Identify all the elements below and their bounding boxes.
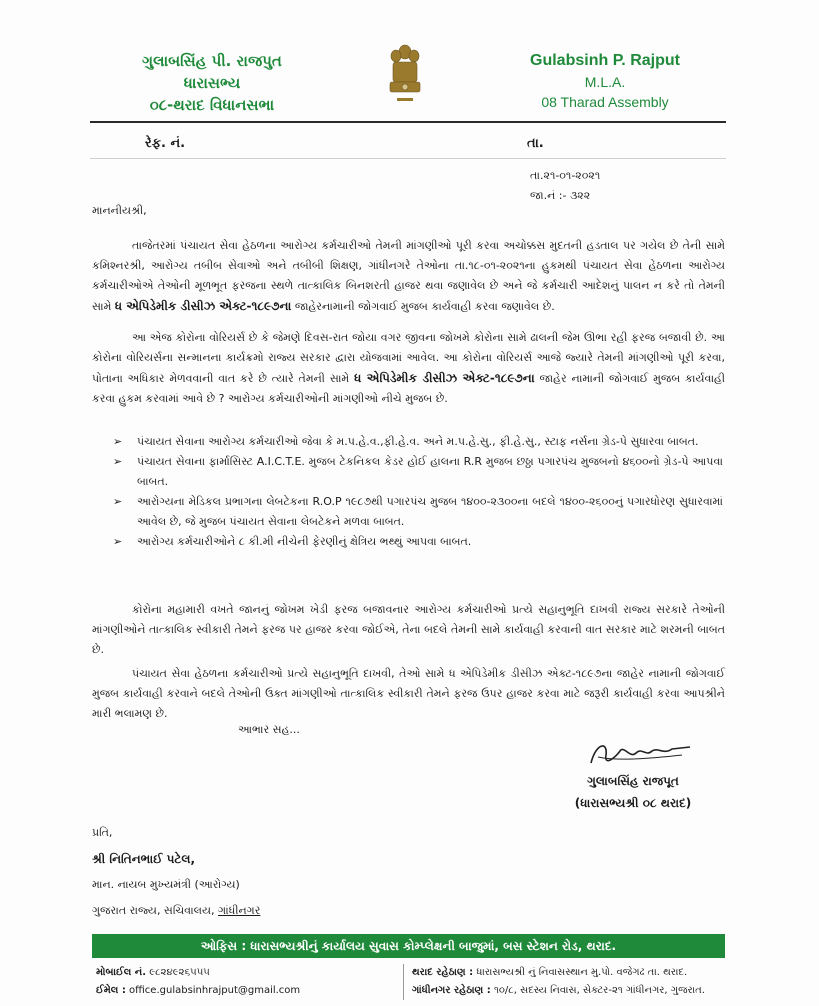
demands-list — [113, 432, 723, 552]
arrow-bullet-icon: ➢ — [113, 435, 123, 448]
paragraph-1-end: જાહેરનામાની જોગવાઈ મુજબ કાર્યવાહી કરવા જણાવેલ છે. — [291, 300, 555, 313]
header-right-block — [505, 50, 705, 112]
paragraph-2-text: આ એજ કોરોના વોરિયર્સ છે કે જેમણે દિવસ-રાત જોયા વગર જીવના જોખમે કોરોના સામે ઢાલની જેમ ઊભા રહી ફરજ બજાવી છે. આ કોરોના વોરિયર્સના સન્માનના કાર્યક્રમો રાજ્ય સરકાર દ્વારા યોજવામાં આવેલ. આ કોરોના વોરિયર્સ આજે જ્યારે તેમની માંગણીઓ પૂરી કરવા, પોતાના અધિકાર મેળવવાની વાત કરે છે ત્યારે તેમની સામે — [92, 331, 725, 385]
paragraph-4: પંચાયત સેવા હેઠળના કર્મચારીઓ પ્રત્યે સહાનુભૂતિ દાખવી, તેઓ સામે ધ એપિડેમીક ડીસીઝ એક્ટ-૧૮૯૭ના જાહેર નામાની જોગવાઈ મુજબ કાર્યવાહી કરવાને બદલે તેઓની ઉક્ત માંગણીઓ તાત્કાલિક સ્વીકારી તેમને ફરજ ઉપર હાજર કરવા માટે જરૂરી કાર્યવાહી કરવા આપશ્રીને મારી ભલામણ છે. — [92, 667, 725, 720]
reference-label: રેફ. નં. — [145, 136, 186, 151]
mobile-value: ૯૮૨૪૯૨૬૫૫૫ — [149, 967, 210, 978]
paragraph-2-end: જાહેર નામાની જોગવાઈ મુજબ કાર્યવાહી કરવા હુકમ કરવામાં આવે છે ? આરોગ્ય કર્મચારીઓની માંગણીઓ નીચે મુજબ છે. — [92, 372, 726, 405]
email-value: office.gulabsinhrajput@gmail.com — [129, 985, 301, 996]
recipient-block — [92, 820, 260, 924]
state-emblem-icon — [385, 40, 425, 116]
header-right-name: Gulabsinh P. Rajput — [530, 52, 680, 69]
arrow-bullet-icon: ➢ — [113, 495, 123, 508]
footer-contact — [96, 964, 300, 1000]
arrow-bullet-icon: ➢ — [113, 535, 123, 548]
header-left-assembly: ૦૮-થરાદ વિધાનસભા — [149, 96, 275, 114]
header-divider — [90, 121, 726, 123]
footer-divider — [403, 964, 404, 1000]
signature-icon — [586, 735, 696, 775]
signatory-name: ગુલાબસિંહ રાજપૂત — [587, 774, 679, 788]
recipient-designation: માન. નાયબ મુખ્યમંત્રી (આરોગ્ય) — [92, 878, 240, 891]
list-item: ➢ આરોગ્ય કર્મચારીઓને ૮ કી.મી નીચેની ફેરણીનું ક્ષેત્રિય ભથ્થું આપવા બાબત. — [113, 532, 723, 552]
signatory-role: (ધારાસભ્યશ્રી ૦૮ થરાદ) — [574, 796, 692, 810]
header-right-role: M.L.A. — [584, 74, 626, 90]
paragraph-1-bold: ધ એપિડેમીક ડીસીઝ એક્ટ-૧૮૯૭ના — [114, 299, 292, 313]
gandhinagar-residence-label: ગાંધીનગર રહેઠાણ : — [412, 985, 491, 996]
paragraph-3: કોરોના મહામારી વખતે જાનનું જોખમ ખેડી ફરજ બજાવનાર આરોગ્ય કર્મચારીઓ પ્રત્યે સહાનુભૂતિ દાખવી રાજ્ય સરકારે તેઓની માંગણીઓને તાત્કાલિક સ્વીકારી તેમને ફરજ પર હાજર કરવા જોઈએ, તેના બદલે તેમની સામે કાર્યવાહી કરવાની વાત સરકાર માટે શરમની બાબત છે. — [92, 603, 725, 656]
letter-date: તા.૨૧-૦૧-૨૦૨૧ — [530, 169, 601, 182]
recipient-name: શ્રી નિતિનભાઈ પટેલ, — [92, 852, 196, 866]
header-left-role: ધારાસભ્ય — [183, 74, 241, 92]
gandhinagar-residence-value: ૧૦/૮, સદસ્ય નિવાસ, સેક્ટર-૨૧ ગાંધીનગર, ગુજરાત. — [493, 985, 705, 996]
list-item: ➢ પંચાયત સેવાના ફાર્માસિસ્ટ A.I.C.T.E. મુજબ ટેકનિકલ કેડર હોઈ હાલના R.R મુજબ છઠ્ઠા પગારપંચ મુજબનો ૪૬૦૦નો ગ્રેડ-પે આપવા બાબત. — [113, 452, 723, 492]
list-item: ➢ આરોગ્યના મેડિકલ પ્રભાગના લેબટેકના R.O.P ૧૯૮૭થી પગારપંચ મુજબ ૧૪૦૦-૨૩૦૦ના બદલે ૧૪૦૦-૨૬૦૦નું પગારધોરણ સુધારવામાં આવેલ છે, જે મુજબ પંચાયત સેવાના લેબટેકને મળવા બાબત. — [113, 492, 723, 532]
recipient-city: ગાંધીનગર — [218, 904, 261, 917]
footer-residence — [412, 964, 705, 1000]
paragraph-1-text: તાજેતરમાં પંચાયત સેવા હેઠળના આરોગ્ય કર્મચારીઓ તેમની માંગણીઓ પૂરી કરવા અચોક્કસ મુદતની હડતાલ પર ગયેલ છે તેની સામે કમિશ્નરશ્રી, આરોગ્ય તબીબ સેવાઓ અને તબીબી શિક્ષણ, ગાંધીનગરે તેઓના તા.૧૮-૦૧-૨૦૨૧ના હુકમથી પંચાયત સેવા હેઠળના આરોગ્ય કર્મચારીઓએ તેઓની મૂળભૂત ફરજના સ્થળે તાત્કાલિક બિનશરતી હાજર થવા જણાવેલ છે અને જે કર્મચારી આદેશનું પાલન ન કરે તો તેમની સામે — [92, 239, 725, 313]
footer-office-bar: ઓફિસ : ધારાસભ્યશ્રીનું કાર્યાલય સુવાસ કોમ્પ્લેક્ષની બાજુમાં, બસ સ્ટેશન રોડ, થરાદ. — [92, 934, 725, 958]
mobile-label: મોબાઈલ નં. — [96, 967, 147, 978]
header-left-block — [112, 50, 312, 116]
recipient-prati: પ્રતિ, — [92, 826, 113, 839]
paragraph-2-bold: ધ એપિડેમીક ડીસીઝ એક્ટ-૧૮૯૭ના — [354, 371, 535, 385]
header-right-assembly: 08 Tharad Assembly — [541, 94, 669, 110]
signatory-block — [563, 770, 703, 814]
arrow-bullet-icon: ➢ — [113, 455, 123, 468]
salutation: માનનીયશ્રી, — [92, 204, 147, 217]
paragraph-2 — [92, 328, 725, 409]
tharad-residence-label: થરાદ રહેઠાણ : — [412, 967, 474, 978]
date-label: તા. — [527, 136, 544, 151]
list-item: ➢ પંચાયત સેવાના આરોગ્ય કર્મચારીઓ જેવા કે મ.પ.હે.વ.,ફી.હે.વ. અને મ.પ.હે.સુ., ફી.હે.સુ., સ્ટાફ નર્સના ગ્રેડ-પે સુધારવા બાબત. — [113, 432, 723, 452]
email-label: ઈમેલ : — [96, 985, 126, 996]
paragraph-1 — [92, 236, 725, 317]
subheader-divider — [90, 158, 726, 159]
closing-text: આભાર સહ... — [238, 723, 300, 736]
date-block — [530, 166, 600, 206]
tharad-residence-value: ધારાસભ્યશ્રી નું નિવાસસ્થાન મુ.પો. વજેગઢ તા. થરાદ. — [476, 967, 688, 978]
outward-number: જા.નં :- ૩૨૨ — [530, 189, 591, 202]
recipient-address: ગુજરાત રાજ્ય, સચિવાલય, ગાંધીનગર — [92, 904, 261, 917]
header-left-name: ગુલાબસિંહ પી. રાજપુત — [142, 52, 282, 70]
